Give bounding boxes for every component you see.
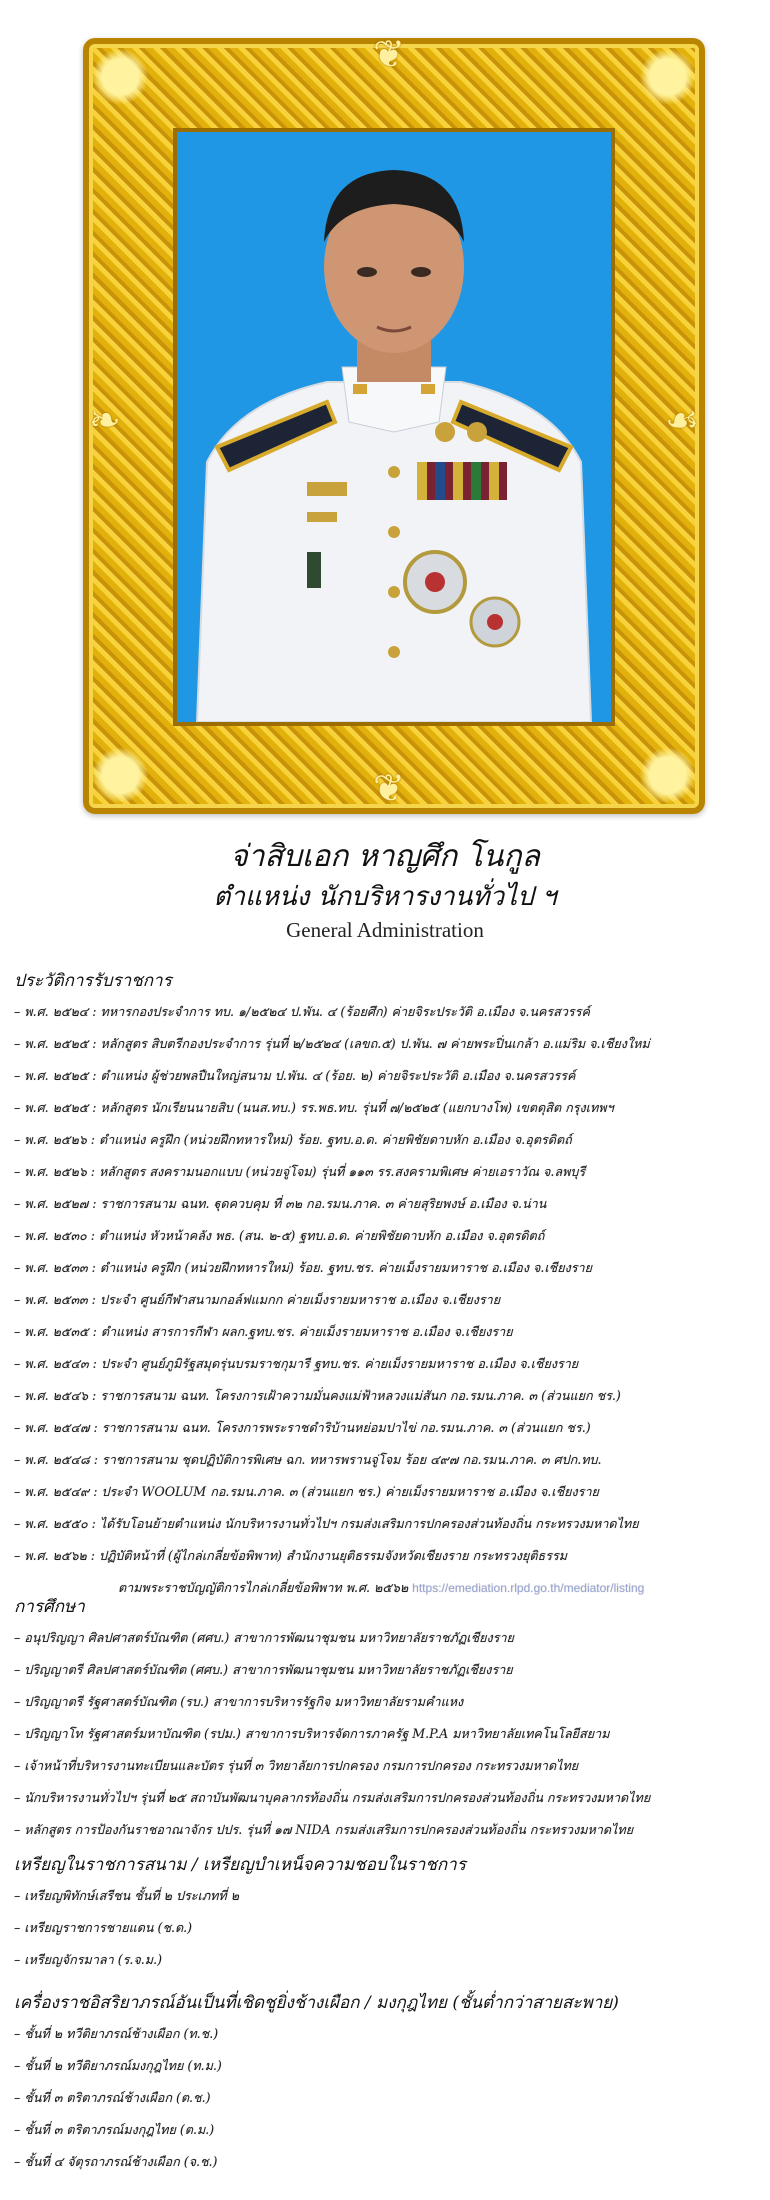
list-item: – พ.ศ. ๒๕๒๖ : หลักสูตร สงครามนอกแบบ (หน่วยจู่โจม) รุ่นที่ ๑๑๓ รร.สงครามพิเศษ ค่ายเอราวัณ จ.ลพบุรี [14, 1164, 586, 1179]
frame-crest-top-ornament: ❦ [373, 32, 405, 76]
list-item: – ปริญญาตรี รัฐศาสตร์บัณฑิต (รบ.) สาขาการบริหารรัฐกิจ มหาวิทยาลัยรามคำแหง [14, 1694, 464, 1709]
name-block [0, 838, 770, 944]
position-en: General Administration [286, 918, 484, 942]
decorations-list [14, 2018, 759, 2178]
continuation-text: ตามพระราชบัญญัติการไกล่เกลี่ยข้อพิพาท พ.ศ. ๒๕๖๒ [118, 1580, 409, 1595]
list-item: – พ.ศ. ๒๕๖๒ : ปฏิบัติหน้าที่ (ผู้ไกล่เกลี่ยข้อพิพาท) สำนักงานยุติธรรมจังหวัดเชียงราย กระทรวงยุติธรรม [14, 1548, 568, 1563]
list-item: – พ.ศ. ๒๕๒๕ : หลักสูตร สิบตรีกองประจำการ รุ่นที่ ๒/๒๕๒๔ (เลขถ.๕) ป.พัน. ๗ ค่ายพระปิ่นเกล้า อ.แม่ริม จ.เชียงใหม่ [14, 1036, 650, 1051]
list-item: – พ.ศ. ๒๕๕๐ : ได้รับโอนย้ายตำแหน่ง นักบริหารงานทั่วไปฯ กรมส่งเสริมการปกครองส่วนท้องถิ่น กระทรวงมหาดไทย [14, 1516, 639, 1531]
list-item: – พ.ศ. ๒๕๔๘ : ราชการสนาม ชุดปฏิบัติการพิเศษ ฉก. ทหารพรานจู่โจม ร้อย ๔๙๗ กอ.รมน.ภาค. ๓ ศปก.ทบ. [14, 1452, 602, 1467]
list-item: – ชั้นที่ ๒ ทวีติยาภรณ์มงกุฎไทย (ท.ม.) [14, 2058, 222, 2073]
portrait-frame [83, 32, 705, 814]
portrait-photo [173, 128, 615, 726]
list-item: – ชั้นที่ ๓ ตริตาภรณ์มงกุฎไทย (ต.ม.) [14, 2122, 215, 2137]
list-item: – นักบริหารงานทั่วไปฯ รุ่นที่ ๒๕ สถาบันพัฒนาบุคลากรท้องถิ่น กรมส่งเสริมการปกครองส่วนท้องถิ่น กระทรวงมหาดไทย [14, 1790, 651, 1805]
list-item: – พ.ศ. ๒๕๓๕ : ตำแหน่ง สารการกีฬา ผลก.ฐทบ.ชร. ค่ายเม็งรายมหาราช อ.เมือง จ.เชียงราย [14, 1324, 513, 1339]
list-item: – พ.ศ. ๒๕๔๓ : ประจำ ศูนย์ภูมิรัฐสมุดรุ่นบรมราชกุมารี ฐทบ.ชร. ค่ายเม็งรายมหาราช อ.เมือง จ.เชียงราย [14, 1356, 579, 1371]
list-item: – ชั้นที่ ๒ ทวีติยาภรณ์ช้างเผือก (ท.ช.) [14, 2026, 219, 2041]
service-history-list [14, 996, 759, 1604]
portrait-illustration [177, 132, 611, 722]
list-item: – หลักสูตร การป้องกันราชอาณาจักร ปปร. รุ่นที่ ๑๗ NIDA กรมส่งเสริมการปกครองส่วนท้องถิ่น กระทรวงมหาดไทย [14, 1822, 634, 1837]
list-item: – เหรียญจักรมาลา (ร.จ.ม.) [14, 1952, 162, 1967]
mediator-listing-link[interactable]: https://emediation.rlpd.go.th/mediator/listing [412, 1581, 645, 1595]
medals-section [14, 1852, 759, 1976]
list-item: – อนุปริญญา ศิลปศาสตร์บัณฑิต (ศศบ.) สาขาการพัฒนาชุมชน มหาวิทยาลัยราชภัฏเชียงราย [14, 1630, 514, 1645]
education-list [14, 1622, 759, 1846]
decorations-title: เครื่องราชอิสริยาภรณ์อันเป็นที่เชิดชูยิ่งช้างเผือก / มงกุฎไทย (ชั้นต่ำกว่าสายสะพาย) [14, 1993, 619, 2013]
list-item: – ปริญญาตรี ศิลปศาสตร์บัณฑิต (ศศบ.) สาขาการพัฒนาชุมชน มหาวิทยาลัยราชภัฏเชียงราย [14, 1662, 513, 1677]
rank-name: จ่าสิบเอก หาญศึก โนกูล [230, 839, 540, 874]
frame-left-ornament: ❧ [89, 398, 121, 442]
education-title: การศึกษา [14, 1597, 85, 1617]
position-th: ตำแหน่ง นักบริหารงานทั่วไป ฯ [213, 882, 557, 912]
education-section [14, 1594, 759, 1846]
medals-title: เหรียญในราชการสนาม / เหรียญบำเหน็จความชอบในราชการ [14, 1855, 466, 1875]
list-item: – พ.ศ. ๒๕๔๙ : ประจำ WOOLUM กอ.รมน.ภาค. ๓ (ส่วนแยก ชร.) ค่ายเม็งรายมหาราช อ.เมือง จ.เชียงราย [14, 1484, 599, 1499]
list-item: – พ.ศ. ๒๕๒๕ : ตำแหน่ง ผู้ช่วยพลปืนใหญ่สนาม ป.พัน. ๔ (ร้อย. ๒) ค่ายจิระประวัติ อ.เมือง จ.นครสวรรค์ [14, 1068, 576, 1083]
list-item: – เจ้าหน้าที่บริหารงานทะเบียนและบัตร รุ่นที่ ๓ วิทยาลัยการปกครอง กรมการปกครอง กระทรวงมหาดไทย [14, 1758, 579, 1773]
frame-right-ornament: ☙ [665, 398, 700, 442]
service-history-section [14, 968, 759, 1604]
list-item: – ชั้นที่ ๓ ตริตาภรณ์ช้างเผือก (ต.ช.) [14, 2090, 211, 2105]
decorations-section [14, 1990, 759, 2178]
service-history-title: ประวัติการรับราชการ [14, 971, 172, 991]
list-item: – พ.ศ. ๒๕๓๓ : ตำแหน่ง ครูฝึก (หน่วยฝึกทหารใหม่) ร้อย. ฐทบ.ชร. ค่ายเม็งรายมหาราช อ.เมือง จ.เชียงราย [14, 1260, 592, 1275]
list-item: – พ.ศ. ๒๕๓๓ : ประจำ ศูนย์กีฬาสนามกอล์ฟแมกก ค่ายเม็งรายมหาราช อ.เมือง จ.เชียงราย [14, 1292, 501, 1307]
list-item: – ปริญญาโท รัฐศาสตร์มหาบัณฑิต (รปม.) สาขาการบริหารจัดการภาครัฐ M.P.A มหาวิทยาลัยเทคโนโลยีสยาม [14, 1726, 610, 1741]
list-item: – พ.ศ. ๒๕๓๐ : ตำแหน่ง หัวหน้าคลัง พธ. (สน. ๒-๕) ฐทบ.อ.ด. ค่ายพิชัยดาบหัก อ.เมือง จ.อุตรดิตถ์ [14, 1228, 545, 1243]
list-item: – พ.ศ. ๒๕๔๖ : ราชการสนาม ฉนท. โครงการเฝ้าความมั่นคงแม่ฟ้าหลวงแม่สันก กอ.รมน.ภาค. ๓ (ส่วนแยก ชร.) [14, 1388, 621, 1403]
medals-list [14, 1880, 759, 1976]
list-item: – พ.ศ. ๒๕๔๗ : ราชการสนาม ฉนท. โครงการพระราชดำริบ้านหย่อมปาไข่ กอ.รมน.ภาค. ๓ (ส่วนแยก ชร.) [14, 1420, 591, 1435]
list-item: – เหรียญพิทักษ์เสรีชน ชั้นที่ ๒ ประเภทที่ ๒ [14, 1888, 240, 1903]
list-item: – ชั้นที่ ๔ จัตุรถาภรณ์ช้างเผือก (จ.ช.) [14, 2154, 218, 2169]
list-item: – เหรียญราชการชายแดน (ช.ด.) [14, 1920, 193, 1935]
list-item: – พ.ศ. ๒๕๒๕ : หลักสูตร นักเรียนนายสิบ (นนส.ทบ.) รร.พธ.ทบ. รุ่นที่ ๗/๒๕๒๕ (แยกบางโพ) เขตดุสิต กรุงเทพฯ [14, 1100, 614, 1115]
list-item: – พ.ศ. ๒๕๒๖ : ตำแหน่ง ครูฝึก (หน่วยฝึกทหารใหม่) ร้อย. ฐทบ.อ.ด. ค่ายพิชัยดาบหัก อ.เมือง จ.อุตรดิตถ์ [14, 1132, 572, 1147]
list-item: – พ.ศ. ๒๕๒๔ : ทหารกองประจำการ ทบ. ๑/๒๕๒๔ ป.พัน. ๔ (ร้อยศึก) ค่ายจิระประวัติ อ.เมือง จ.นครสวรรค์ [14, 1004, 590, 1019]
list-item: – พ.ศ. ๒๕๒๗ : ราชการสนาม ฉนท. ฐุดควบคุม ที่ ๓๒ กอ.รมน.ภาค. ๓ ค่ายสุริยพงษ์ อ.เมือง จ.น่าน [14, 1196, 547, 1211]
frame-crest-bottom-ornament: ❦ [373, 766, 405, 810]
